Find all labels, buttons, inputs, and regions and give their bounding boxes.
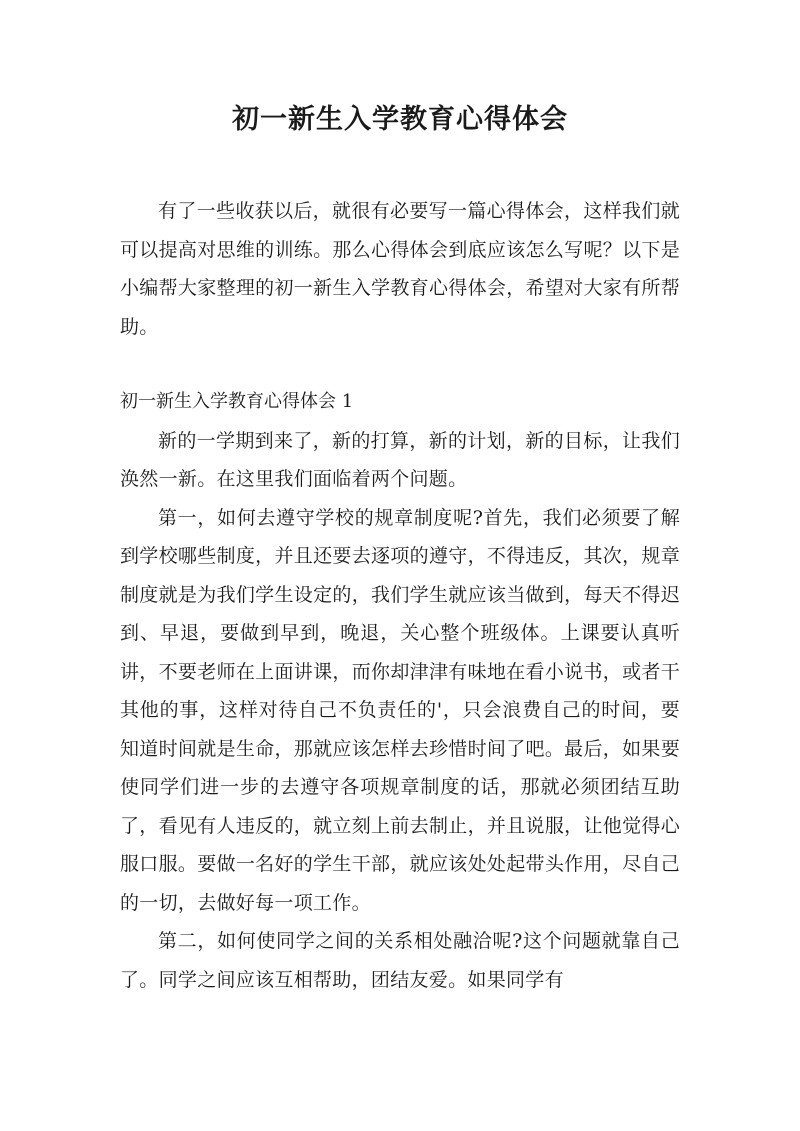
body-paragraph-1: 新的一学期到来了，新的打算，新的计划，新的目标，让我们涣然一新。在这里我们面临着两个问题。 (120, 429, 680, 490)
document-title: 初一新生入学教育心得体会 (232, 104, 568, 135)
body-paragraph-3: 第二，如何使同学之间的关系相处融洽呢?这个问题就靠自己了。同学之间应该互相帮助，团结友爱。如果同学有 (120, 930, 680, 991)
intro-paragraph: 有了一些收获以后，就很有必要写一篇心得体会，这样我们就可以提高对思维的训练。那么心得体会到底应该怎么写呢？以下是小编帮大家整理的初一新生入学教育心得体会，希望对大家有所帮助。 (120, 200, 680, 338)
body-paragraph-2: 第一，如何去遵守学校的规章制度呢?首先，我们必须要了解到学校哪些制度，并且还要去逐项的遵守，不得违反，其次，规章制度就是为我们学生设定的，我们学生就应该当做到，每天不得迟到、早退，要做到早到，晚退，关心整个班级体。上课要认真听讲，不要老师在上面讲课，而你却津津有味地在看小说书，或者干其他的事，这样对待自己不负责任的'，只会浪费自己的时间，要知道时间就是生命，那就应该怎样去珍惜时间了吧。最后，如果要使同学们进一步的去遵守各项规章制度的话，那就必须团结互助了，看见有人违反的，就立刻上前去制止，并且说服，让他觉得心服口服。要做一名好的学生干部，就应该处处起带头作用，尽自己的一切，去做好每一项工作。 (120, 506, 680, 914)
section-heading: 初一新生入学教育心得体会 1 (120, 391, 354, 412)
